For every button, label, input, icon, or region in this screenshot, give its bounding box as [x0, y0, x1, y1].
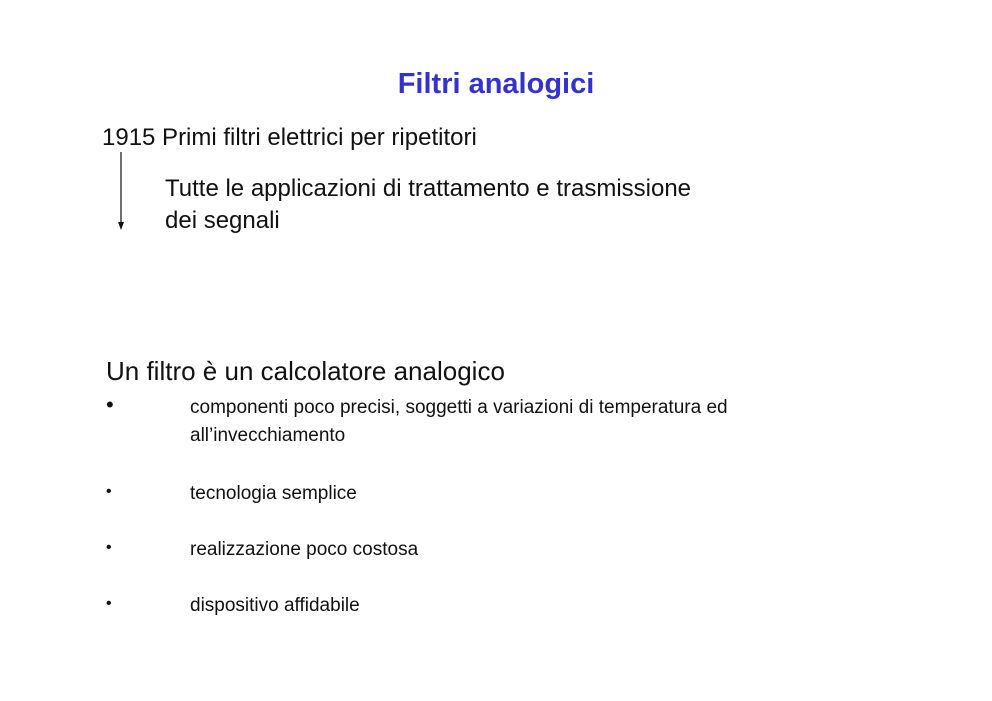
bullet-icon: •	[106, 483, 112, 500]
bullet-icon: •	[106, 595, 112, 612]
bullet-text: dispositivo affidabile	[190, 595, 360, 616]
bullet-text: realizzazione poco costosa	[190, 539, 419, 560]
slide-title: Filtri analogici	[397, 68, 595, 100]
down-arrow-icon	[114, 152, 128, 232]
history-line: 1915 Primi filtri elettrici per ripetitori	[102, 124, 477, 151]
applications-line-2: dei segnali	[165, 207, 280, 234]
applications-text	[165, 173, 865, 237]
bullet-text-line-1: componenti poco precisi, soggetti a variazioni di temperatura ed	[190, 397, 728, 418]
bullet-icon: •	[106, 392, 114, 417]
bullet-text: tecnologia semplice	[190, 483, 357, 504]
section-heading: Un filtro è un calcolatore analogico	[106, 356, 505, 386]
applications-line-1: Tutte le applicazioni di trattamento e trasmissione	[165, 175, 692, 202]
bullet-text-line-2: all’invecchiamento	[190, 425, 346, 446]
bullet-icon: •	[106, 539, 112, 556]
